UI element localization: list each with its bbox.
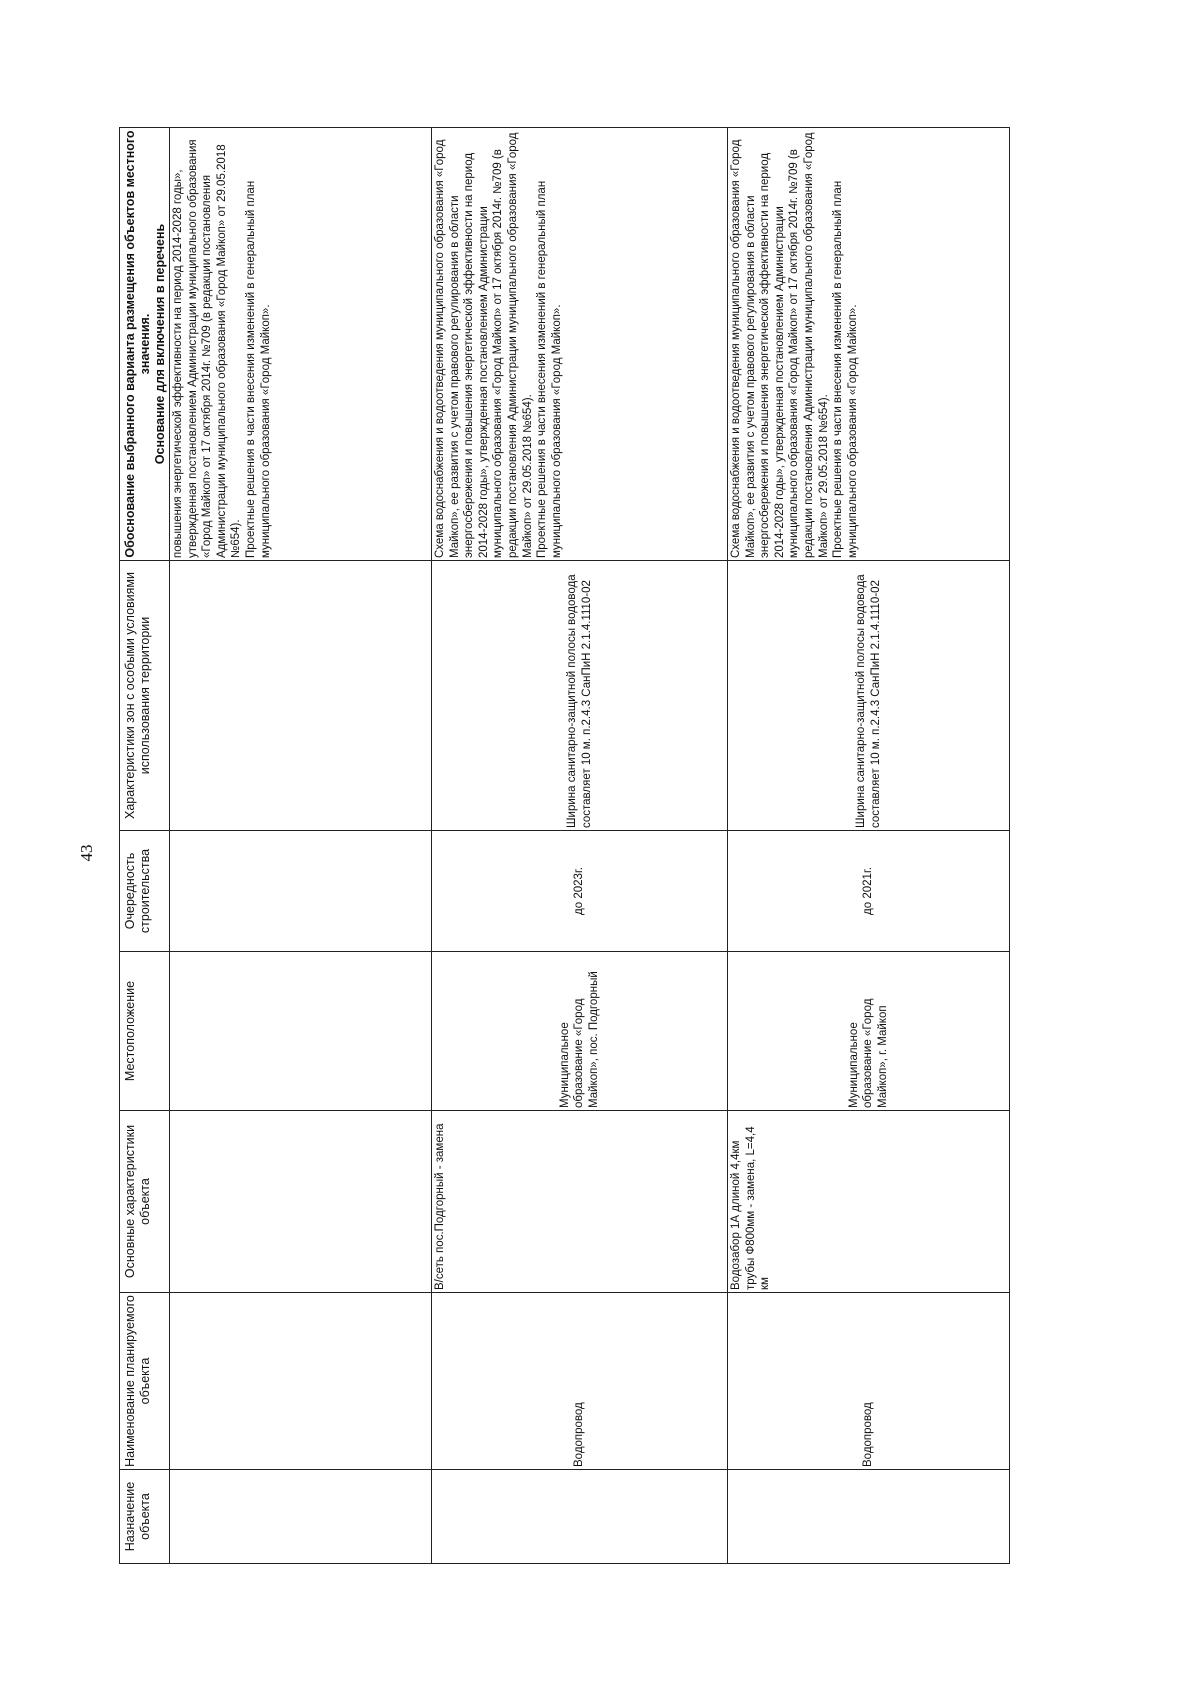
- cell-location: Муниципальное образование «Город Майкоп», пос. Подгорный: [432, 952, 728, 1111]
- header-name: Наименование планируемого объекта: [120, 1293, 170, 1470]
- cell-name: Водопровод: [432, 1293, 728, 1470]
- cell-justification: Схема водоснабжения и водоотведения муниципального образования «Город Майкоп», ее развития с учетом правового регулирования в области энергосбережения и повышения энергетической эффективности на период 2014-2028 годы», утвержденная постановлением Администрации муниципального образования «Город Майкоп» от 17 октября 2014г. №709 (в редакции постановления Администрации муниципального образования «Город Майкоп» от 29.05.2018 №654). Проектные решения в части внесения изменений в генеральный план муниципального образования «Город Майкоп».: [432, 128, 728, 561]
- cell-purpose: [170, 1470, 432, 1564]
- cell-characteristics: [170, 1111, 432, 1293]
- cell-stage: до 2021г.: [728, 831, 1010, 952]
- header-purpose: Назначение объекта: [120, 1470, 170, 1564]
- cell-zones: [170, 561, 432, 831]
- cell-name: [170, 1293, 432, 1470]
- header-stage: Очередность строительства: [120, 831, 170, 952]
- header-zones: Характеристики зон с особыми условиями использования территории: [120, 561, 170, 831]
- cell-justification: повышения энергетической эффективности на период 2014-2028 годы», утвержденная постановлением Администрации муниципального образования «Город Майкоп» от 17 октября 2014г. №709 (в редакции постановления Администрации муниципального образования «Город Майкоп» от 29.05.2018 №654). Проектные решения в части внесения изменений в генеральный план муниципального образования «Город Майкоп».: [170, 128, 432, 561]
- table-row: [170, 128, 432, 1564]
- table-row: [728, 128, 1010, 1564]
- cell-location: Муниципальное образование «Город Майкоп», г. Майкоп: [728, 952, 1010, 1111]
- cell-zones: Ширина санитарно-защитной полосы водовода составляет 10 м. п.2.4.3 СанПиН 2.1.4.1110-02: [432, 561, 728, 831]
- cell-justification: Схема водоснабжения и водоотведения муниципального образования «Город Майкоп», ее развития с учетом правового регулирования в области энергосбережения и повышения энергетической эффективности на период 2014-2028 годы», утвержденная постановлением Администрации муниципального образования «Город Майкоп» от 17 октября 2014г. №709 (в редакции постановления Администрации муниципального образования «Город Майкоп» от 29.05.2018 №654). Проектные решения в части внесения изменений в генеральный план муниципального образования «Город Майкоп».: [728, 128, 1010, 561]
- header-row: [120, 128, 170, 1564]
- cell-purpose: [728, 1470, 1010, 1564]
- header-characteristics: Основные характеристики объекта: [120, 1111, 170, 1293]
- cell-zones: Ширина санитарно-защитной полосы водовода составляет 10 м. п.2.4.3 СанПиН 2.1.4.1110-02: [728, 561, 1010, 831]
- cell-name: Водопровод: [728, 1293, 1010, 1470]
- objects-table: [119, 127, 1010, 1564]
- header-justification-line2: Основание для включения в перечень: [153, 223, 167, 465]
- cell-stage: до 2023г.: [432, 831, 728, 952]
- table-box: [119, 128, 1009, 1564]
- cell-stage: [170, 831, 432, 952]
- header-justification: [120, 128, 170, 561]
- cell-characteristics: Водозабор 1А длиной 4,4км трубы Ф800мм - замена, L=4,4 км: [728, 1111, 1010, 1293]
- header-location: Местоположение: [120, 952, 170, 1111]
- table-row: [432, 128, 728, 1564]
- cell-purpose: [432, 1470, 728, 1564]
- cell-location: [170, 952, 432, 1111]
- rotated-table-container: [119, 128, 1009, 1564]
- page-number: 43: [77, 844, 96, 862]
- cell-characteristics: В/сеть пос.Подгорный - замена: [432, 1111, 728, 1293]
- header-justification-line1: Обоснование выбранного варианта размещения объектов местного значения.: [123, 130, 152, 558]
